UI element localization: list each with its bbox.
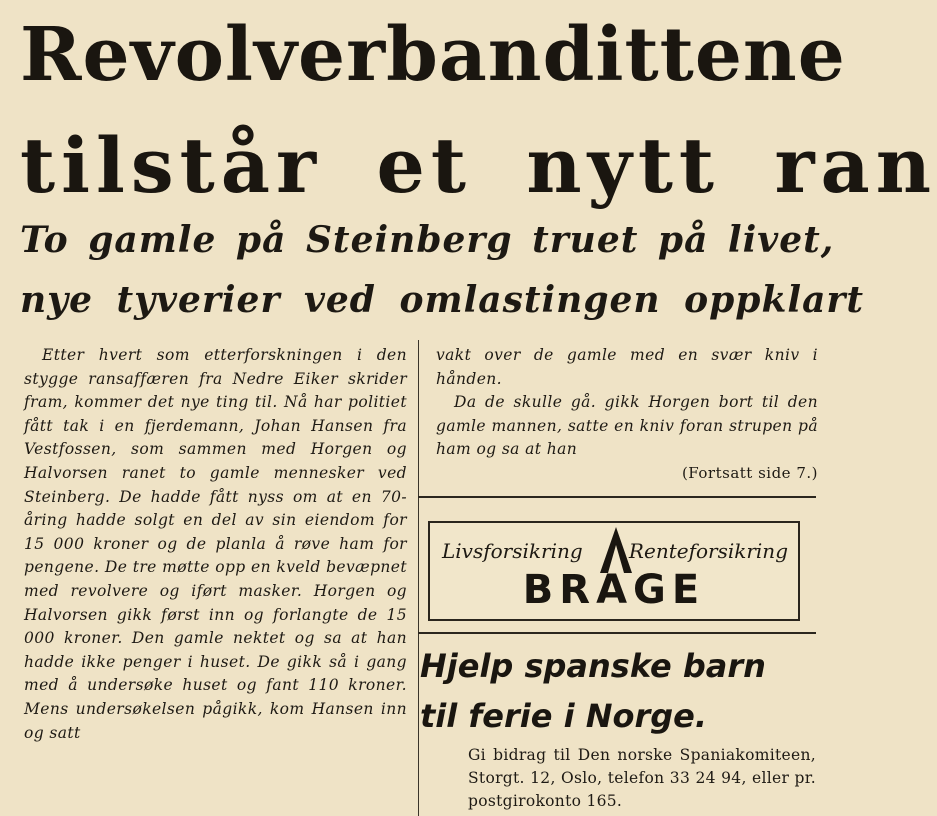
article-right-column bbox=[436, 344, 818, 486]
article-left-column bbox=[24, 344, 407, 745]
article-paragraph: Etter hvert som etterforskningen i den stygge ransaffæren fra Nedre Eiker skrider fram, kommer det nye ting til. Nå har politiet fått tak i en fjerdemann, Johan Hansen fra Vestfossen, som sammen med Horgen og Halvorsen ranet to gamle mennesker ved Steinberg. De hadde fått nyss om at en 70-åring hadde solgt en del av sin eiendom for 15 000 kroner og de planla å røve ham for pengene. De tre møtte opp en kveld bevæpnet med revolvere og iført masker. Horgen og Halvorsen gikk først inn og forlangte de 15 000 kroner. Den gamle nektet og sa at han hadde ikke penger i huset. De gikk så i gang med å undersøke huset og fant 110 kroner. Mens undersøkelsen pågikk, kom Hansen inn og satt bbox=[24, 346, 407, 742]
headline-line-2: tilstår et nytt ran bbox=[20, 121, 937, 210]
subheadline-line-2: nye tyverier ved omlastingen oppklart bbox=[20, 279, 865, 321]
ad-left-text: Livsforsikring bbox=[442, 539, 583, 563]
section-divider bbox=[418, 496, 816, 498]
article-paragraph: vakt over de gamle med en svær kniv i hånden. bbox=[436, 346, 818, 388]
appeal-body bbox=[468, 744, 816, 813]
article-paragraph: Da de skulle gå. gikk Horgen bort til den gamle mannen, satte en kniv foran strupen på ham og sa at han bbox=[436, 393, 818, 459]
subheadline-line-1: To gamle på Steinberg truet på livet, bbox=[20, 219, 835, 261]
headline-line-1: Revolverbandittene bbox=[20, 12, 846, 98]
appeal-text: Gi bidrag til Den norske Spaniakomiteen, Storgt. 12, Oslo, telefon 33 24 94, eller pr. postgirokonto 165. bbox=[468, 746, 816, 810]
ad-right-text: Renteforsikring bbox=[628, 539, 788, 563]
brage-advertisement bbox=[428, 521, 800, 621]
appeal-title-line-2: til ferie i Norge. bbox=[420, 697, 708, 735]
section-divider bbox=[418, 632, 816, 634]
column-divider bbox=[418, 340, 419, 816]
ad-brand-name: BRAGE bbox=[522, 567, 706, 613]
appeal-title-line-1: Hjelp spanske barn bbox=[420, 647, 766, 685]
continued-note: (Fortsatt side 7.) bbox=[681, 463, 818, 482]
